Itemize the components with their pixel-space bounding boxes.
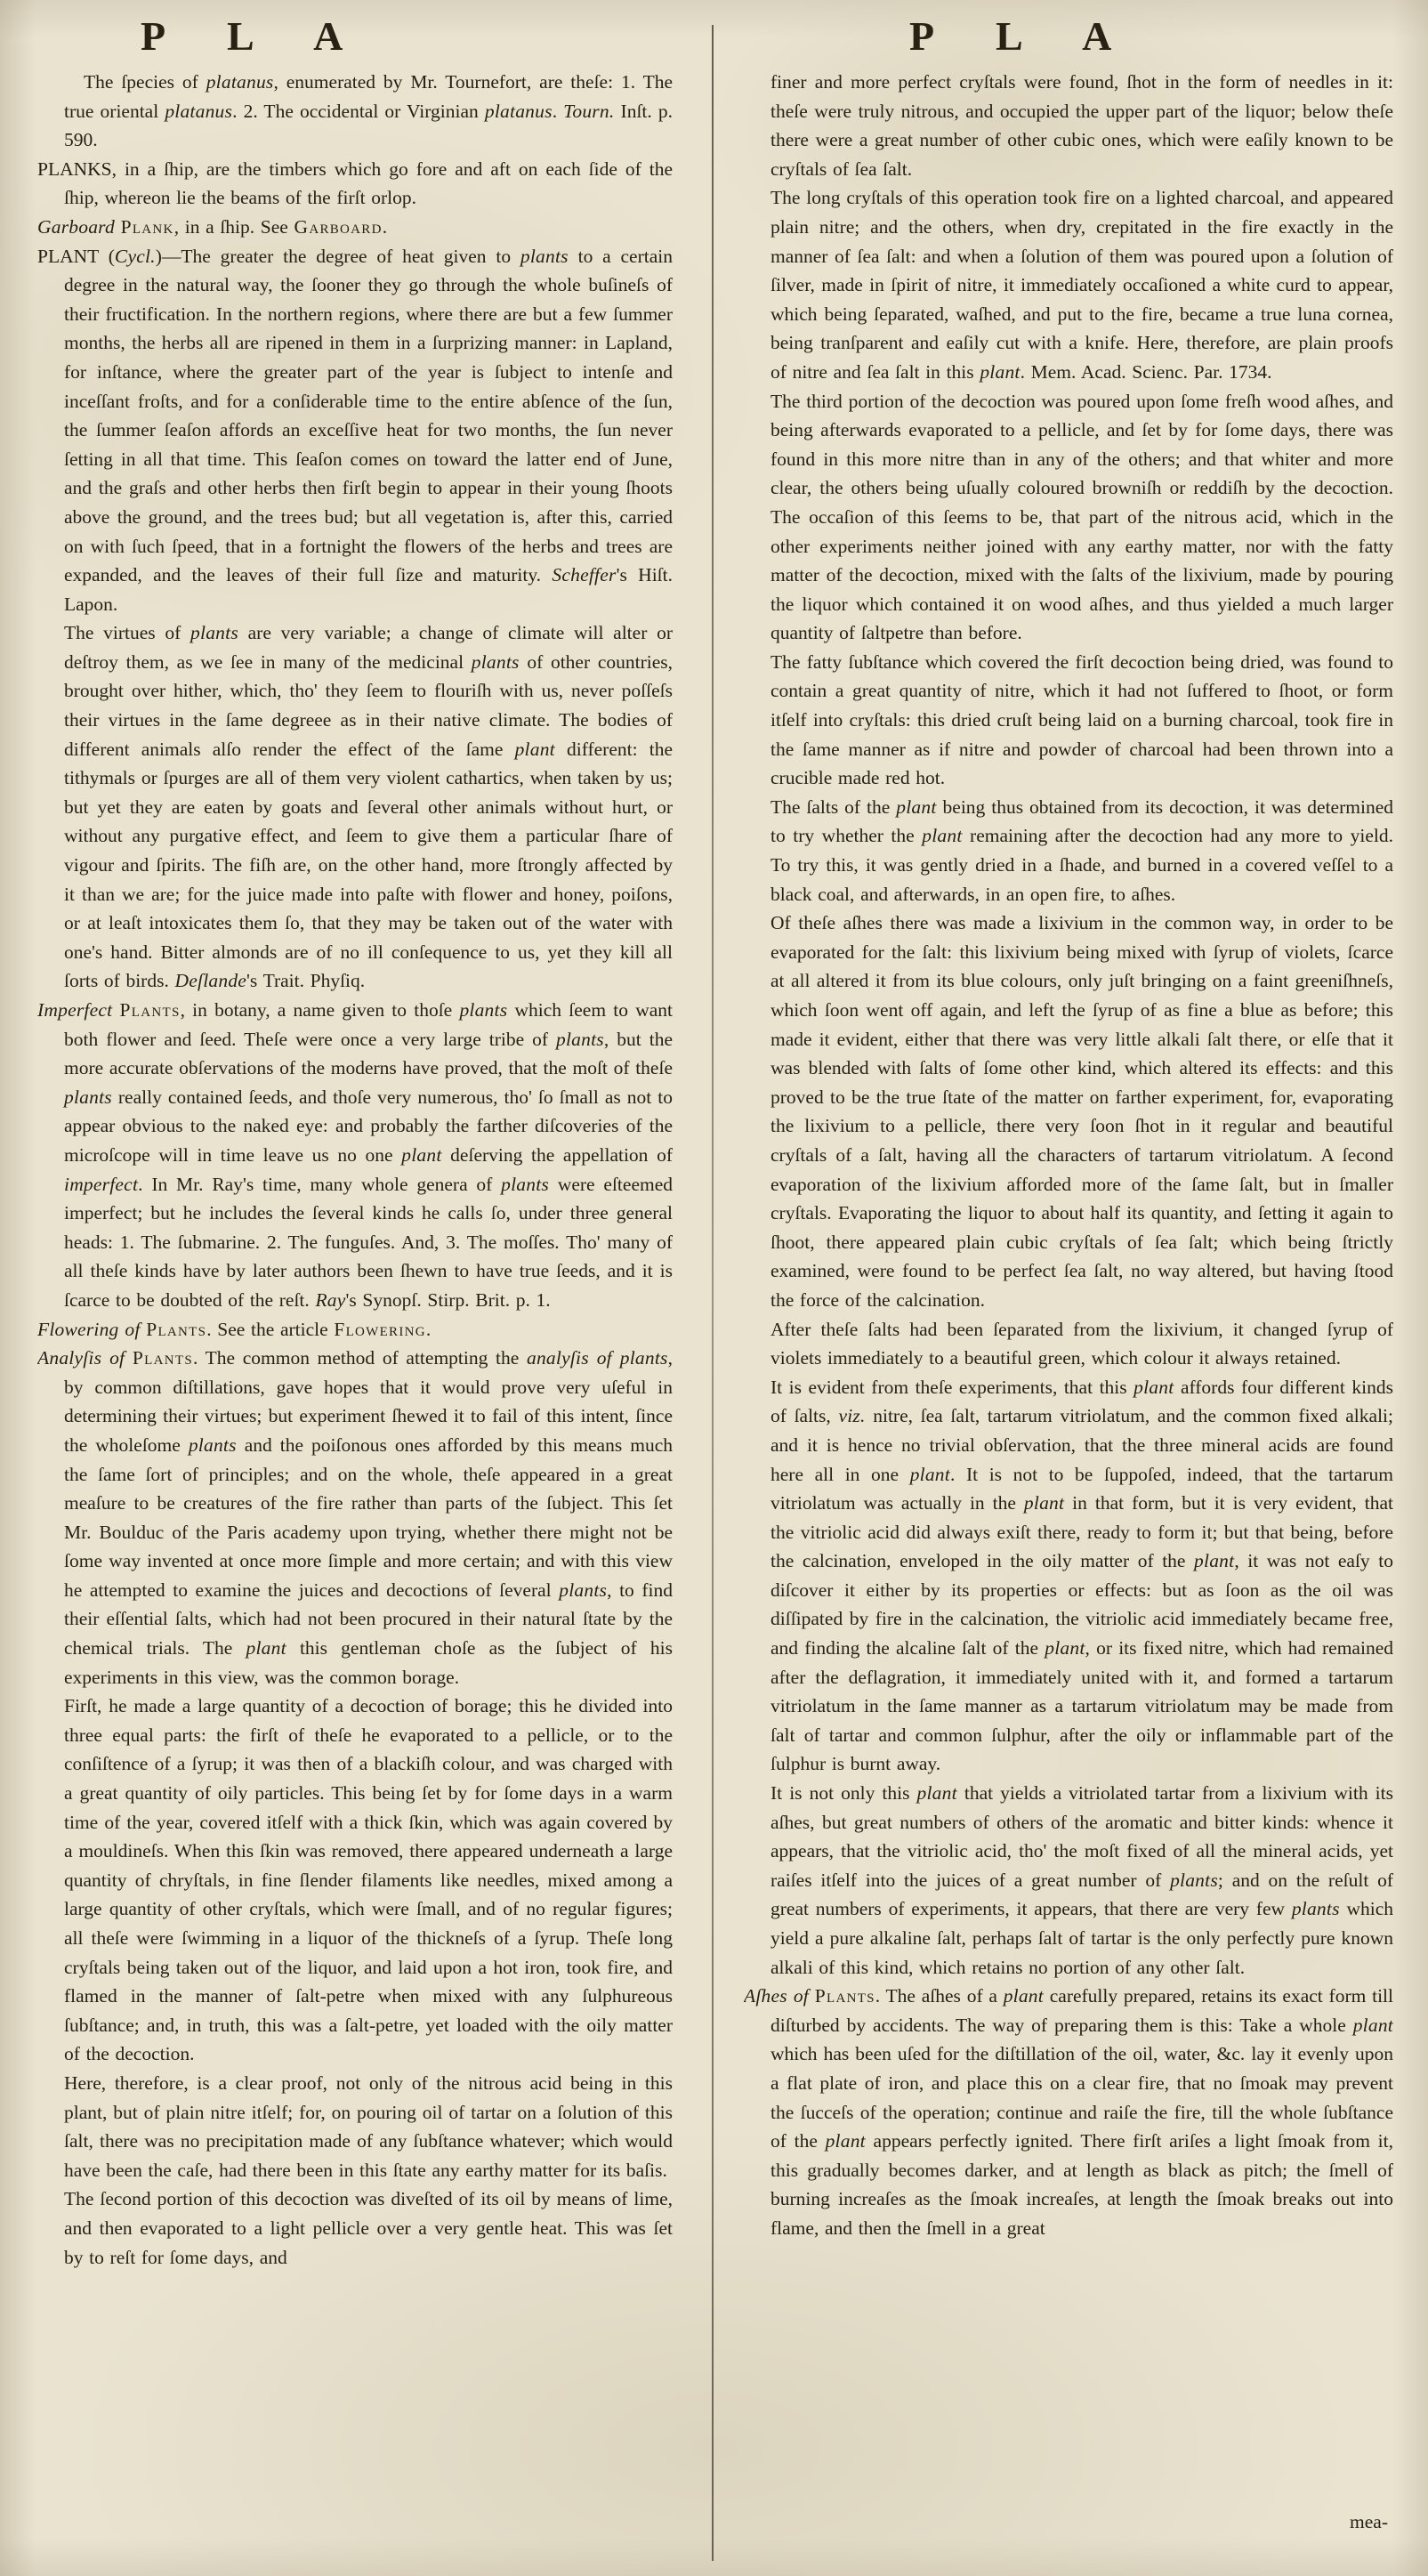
column-right xyxy=(744,68,1393,2243)
paragraph-block: It is not only this plant that yields a vitriolated tartar from a lixivium with its aſhes, but great numbers of others of the aromatic and bitter kinds: whence it appears, that the vitriolic acid, tho' the moſt fixed of all the mineral acids, yet raiſes itſelf into the juices of a great number of plants; and on the reſult of great numbers of experiments, it appears, that there are very few plants which yield a pure alkaline ſalt, perhaps ſalt of tartar is the only perfectly pure known alkali of this kind, which retains no portion of any other ſalt. xyxy=(770,1782,1393,1978)
catchword: mea- xyxy=(1350,2511,1388,2532)
paragraph-block: After theſe ſalts had been ſeparated from the lixivium, it changed ſyrup of violets immediately to a beautiful green, which colour it always retained. xyxy=(770,1318,1393,1369)
entry-block: Garboard Plank, in a ſhip. See Garboard. xyxy=(37,215,388,238)
paragraph-block: The ſecond portion of this decoction was diveſted of its oil by means of lime, and then evaporated to a light pellicle over a very gentle heat. This was ſet by to reſt for ſome days, and xyxy=(64,2188,673,2268)
paragraph-block: The fatty ſubſtance which covered the firſt decoction being dried, was found to contain a great quantity of nitre, which it had not ſuffered to ſhoot, or form itſelf into cryſtals: this dried cruſt being laid on a burning charcoal, took fire in the ſame manner as if nitre and powder of charcoal had been thrown into a crucible made red hot. xyxy=(770,650,1393,789)
paragraph-block: Here, therefore, is a clear proof, not only of the nitrous acid being in this plant, but of plain nitre itſelf; for, on pouring oil of tartar on a ſolution of this ſalt, there was no precipitation made of any ſubſtance whatever; which would have been the caſe, had there been in this ſtate any earthy matter for its baſis. xyxy=(64,2071,673,2181)
paragraph-block: The virtues of plants are very variable; a change of climate will alter or deſtroy them, as we ſee in many of the medicinal plants of other countries, brought over hither, which, tho' they ſeem to flouriſh with us, never poſſeſs their virtues in the ſame degreee as in their native climate. The bodies of different animals alſo render the effect of the ſame plant different: the tithymals or ſpurges are all of them very violent cathartics, when taken by us; but yet they are eaten by goats and ſeveral other animals without hurt, or without any purgative effect, and ſeem to give them a particular ſhare of vigour and ſpirits. The fiſh are, on the other hand, more ſtrongly affected by it than we are; for the juice made into paſte with flower and honey, poiſons, or at leaſt intoxicates them ſo, that they may be taken out of the water with one's hand. Bitter almonds are of no ill conſequence to us, yet they kill all ſorts of birds. Deſlande's Trait. Phyſiq. xyxy=(64,622,673,992)
paragraph-block: Firſt, he made a large quantity of a decoction of borage; this he divided into three equal parts: the firſt of theſe he evaporated to a pellicle, or to the conſiſtence of a ſyrup; it was then of a blackiſh colour, and was charged with a great quantity of oily particles. This being ſet by for ſome days in a warm time of the year, covered itſelf with a thick ſkin, which was again covered by a mouldineſs. When this ſkin was removed, there appeared underneath a large quantity of chryſtals, in fine ſlender filaments like needles, mixed among a large quantity of other cryſtals, which were ſmall, and of no regular figures; all theſe were ſwimming in a liquor of the thickneſs of a ſyrup. Theſe long cryſtals being taken out of the liquor, and laid upon a hot iron, took fire, and flamed in the manner of ſalt-petre when mixed with any ſulphureous ſubſtance; and, in truth, this was a ſalt-petre, yet loaded with the oily matter of the decoction. xyxy=(64,1695,673,2065)
column-divider-rule xyxy=(712,25,714,2561)
entry-block: Imperfect Plants, in botany, a name given to thoſe plants which ſeem to want both flower and ſeed. Theſe were once a very large tribe of plants, but the more accurate obſervations of the moderns have proved, that the moſt of theſe plants really contained ſeeds, and thoſe very numerous, tho' ſo ſmall as not to appear obvious to the naked eye: and probably the farther diſcoveries of the microſcope will in time leave us no one plant deſerving the appellation of imperfect. In Mr. Ray's time, many whole genera of plants were eſteemed imperfect; but he includes the ſeveral kinds he calls ſo, under three general heads: 1. The ſubmarine. 2. The funguſes. And, 3. The moſſes. Tho' many of all theſe kinds have by later authors been ſhewn to have true ſeeds, and it is ſcarce to be doubted of the reſt. Ray's Synopſ. Stirp. Brit. p. 1. xyxy=(37,999,673,1311)
paragraph-block: The third portion of the decoction was poured upon ſome freſh wood aſhes, and being afterwards evaporated to a pellicle, and ſet by for ſome days, there was found in this more nitre than in any of the others; and that whiter and more clear, the others being uſually coloured browniſh or reddiſh by the decoction. The occaſion of this ſeems to be, that part of the nitrous acid, which in the other experiments neither joined with any earthy matter, nor with the fatty matter of the decoction, mixed with the ſalts of the lixivium, made by pouring the liquor which contained it on wood aſhes, and thus yielded a much larger quantity of ſaltpetre than before. xyxy=(770,390,1393,644)
running-head-left: P L A xyxy=(141,13,370,59)
paragraph-block: The ſpecies of platanus, enumerated by Mr. Tournefort, are theſe: 1. The true oriental platanus. 2. The occidental or Virginian platanus. Tourn. Inſt. p. 590. xyxy=(64,71,673,151)
entry-block: PLANKS, in a ſhip, are the timbers which go fore and aft on each ſide of the ſhip, whereon lie the beams of the firſt orlop. xyxy=(37,157,673,209)
column-left xyxy=(37,68,673,2272)
entry-block: PLANT (Cycl.)—The greater the degree of heat given to plants to a certain degree in the natural way, the ſooner they go through the whole buſineſs of their fructification. In the northern regions, where there are but a few ſummer months, the herbs all are ripened in them in a ſurprizing manner: in Lapland, for inſtance, where the greater part of the year is ſubject to intenſe and inceſſant froſts, and for a conſiderable time to the entire abſence of the ſun, the ſummer ſeaſon affords an exceſſive heat for two months, the ſun never ſetting in all that time. This ſeaſon comes on toward the latter end of June, and the graſs and other herbs then firſt begin to appear in their young ſhoots above the ground, and the trees bud; but all vegetation is, after this, carried on with ſuch ſpeed, that in a fortnight the flowers of the herbs and trees are expanded, and the leaves of their full ſize and maturity. Scheffer's Hiſt. Lapon. xyxy=(37,245,673,615)
paragraph-block: The ſalts of the plant being thus obtained from its decoction, it was determined to try whether the plant remaining after the decoction had any more to yield. To try this, it was gently dried in a ſhade, and burned in a covered veſſel to a black coal, and afterwards, in an open fire, to aſhes. xyxy=(770,795,1393,905)
paragraph-block: Of theſe aſhes there was made a lixivium in the common way, in order to be evaporated for the ſalt: this lixivium being mixed with ſyrup of violets, ſcarce at all altered it from its blue colours, only juſt bringing on a faint greeniſhneſs, which ſoon went off again, and left the ſyrup of as fine a blue as before; this made it evident, either that there was very little alkali ſalt there, or elſe that it was blended with ſalts of ſome other kind, which altered its effects: and this proved to be the true ſtate of the matter on farther experiment, for, evaporating the lixivium to a pellicle, there very ſoon ſhot in it regular and beautiful cryſtals of a ſalt, having all the characters of tartarum vitriolatum. A ſecond evaporation of the lixivium afforded more of the ſame ſalt, but in ſmaller cryſtals. Evaporating the liquor to about half its quantity, and ſetting it again to ſhoot, there appeared plain cubic cryſtals of ſea ſalt; which being ſtrictly examined, were found to be perfect ſea ſalt, no way altered, but having ſtood the force of the calcination. xyxy=(770,912,1393,1311)
paragraph-block: finer and more perfect cryſtals were found, ſhot in the form of needles in it: theſe were truly nitrous, and occupied the upper part of the liquor; below theſe there were a great number of other cubic ones, which were eaſily known to be cryſtals of ſea ſalt. xyxy=(770,71,1393,180)
entry-block: Flowering of Plants. See the article Flowering. xyxy=(37,1318,432,1340)
paragraph-block: It is evident from theſe experiments, that this plant affords four different kinds of ſalts, viz. nitre, ſea ſalt, tartarum vitriolatum, and the common fixed alkali; and it is hence no trivial obſervation, that the three mineral acids are found here all in one plant. It is not to be ſuppoſed, indeed, that the tartarum vitriolatum was actually in the plant in that form, but it is very evident, that the vitriolic acid did always exiſt there, ready to form it; but that being, before the calcination, enveloped in the oily matter of the plant, it was not eaſy to diſcover it either by its properties or effects: but as ſoon as the oil was diſſipated by fire in the calcination, the vitriolic acid immediately became free, and finding the alcaline ſalt of the plant, or its fixed nitre, which had remained after the deflagration, it immediately united with it, and formed a tartarum vitriolatum in the ſame manner as a tartarum vitriolatum may be made from ſalt of tartar and common ſulphur, after the oily or inflammable part of the ſulphur is burnt away. xyxy=(770,1376,1393,1775)
running-head-right: P L A xyxy=(909,13,1139,59)
entry-block: Analyſis of Plants. The common method of attempting the analyſis of plants, by common diſtillations, gave hopes that it would prove very uſeful in determining their virtues; but experiment ſhewed it to fail of this intent, ſince the wholeſome plants and the poiſonous ones afforded by this means much the ſame ſort of principles; and on the whole, theſe appeared in a great meaſure to be creatures of the fire rather than parts of the ſubject. This ſet Mr. Boulduc of the Paris academy upon trying, whether there might not be ſome way invented at once more ſimple and more certain; and with this view he attempted to examine the juices and decoctions of ſeveral plants, to find their eſſential ſalts, which had not been procured in their natural ſtate by the chemical trials. The plant this gentleman choſe as the ſubject of his experiments in this view, was the common borage. xyxy=(37,1347,673,1688)
entry-block: Aſhes of Plants. The aſhes of a plant carefully prepared, retains its exact form till diſturbed by accidents. The way of preparing them is this: Take a whole plant which has been uſed for the diſtillation of the oil, water, &c. lay it evenly upon a flat plate of iron, and place this on a clear fire, that no ſmoak may prevent the ſucceſs of the operation; continue and raiſe the fire, till the whole ſubſtance of the plant appears perfectly ignited. There firſt ariſes a light ſmoak from it, this gradually becomes darker, and at length as black as pitch; the ſmell of burning increaſes as the ſmoak increaſes, at length the ſmoak breaks out into flame, and then the ſmell in a great xyxy=(744,1985,1393,2239)
paragraph-block: The long cryſtals of this operation took fire on a lighted charcoal, and appeared plain nitre; and the others, when dry, crepitated in the fire exactly in the manner of ſea ſalt: and when a ſolution of them was poured upon a ſolution of ſilver, made in ſpirit of nitre, it immediately occaſioned a white curd to appear, which being ſeparated, waſhed, and put to the fire, became a true luna cornea, being tranſparent and eaſily cut with a knife. Here, therefore, are plain proofs of nitre and ſea ſalt in this plant. Mem. Acad. Scienc. Par. 1734. xyxy=(770,187,1393,383)
